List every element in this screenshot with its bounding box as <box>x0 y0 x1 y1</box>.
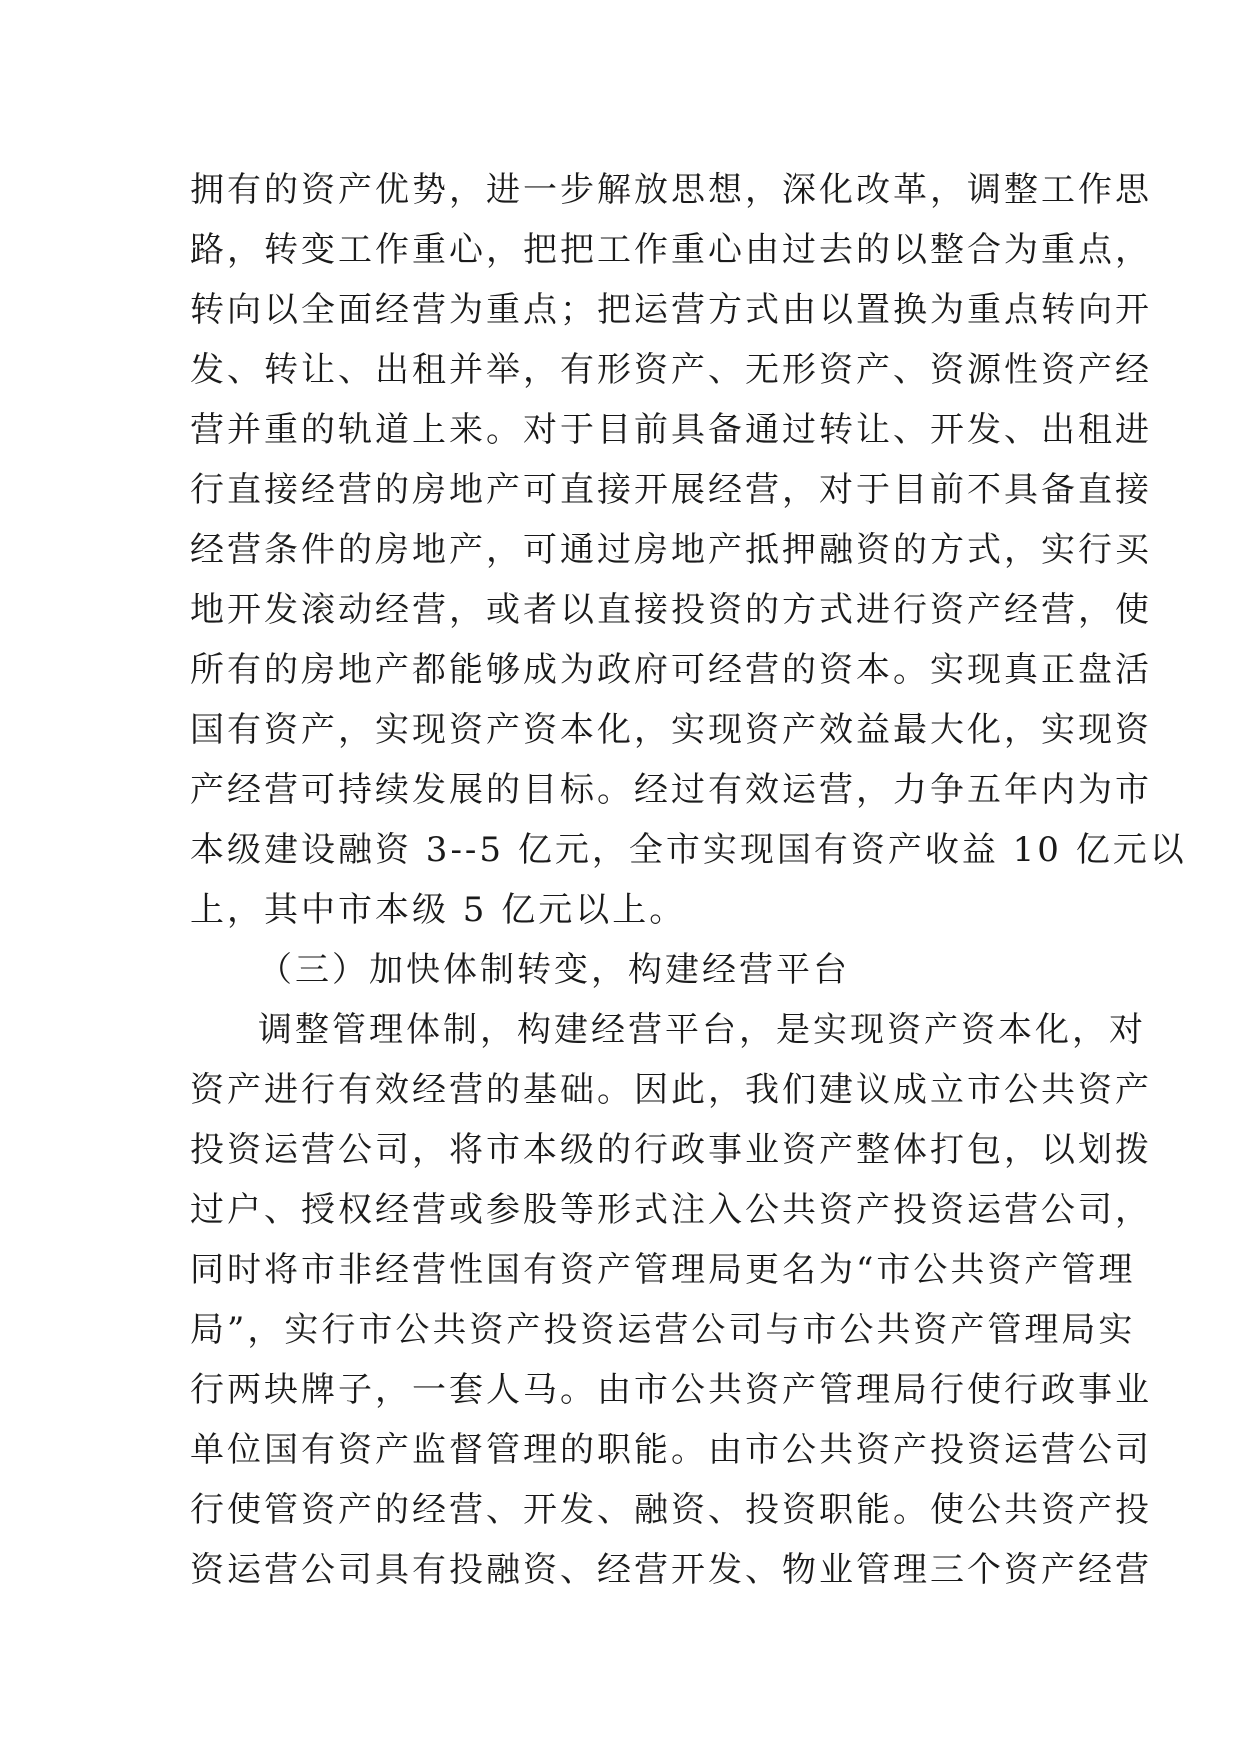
text-line: 局”，实行市公共资产投资运营公司与市公共资产管理局实 <box>190 1310 1136 1350</box>
text-line: 行使管资产的经营、开发、融资、投资职能。使公共资产投 <box>190 1490 1152 1530</box>
text-line: 过户、授权经营或参股等形式注入公共资产投资运营公司， <box>190 1190 1152 1230</box>
text-line: 发、转让、出租并举，有形资产、无形资产、资源性资产经 <box>190 350 1152 390</box>
text-line: 产经营可持续发展的目标。经过有效运营，力争五年内为市 <box>190 770 1152 810</box>
text-line: 行直接经营的房地产可直接开展经营，对于目前不具备直接 <box>190 470 1152 510</box>
text-line: 转向以全面经营为重点；把运营方式由以置换为重点转向开 <box>190 290 1152 330</box>
text-line: 单位国有资产监督管理的职能。由市公共资产投资运营公司 <box>190 1430 1152 1470</box>
text-line: 营并重的轨道上来。对于目前具备通过转让、开发、出租进 <box>190 410 1152 450</box>
text-line: 所有的房地产都能够成为政府可经营的资本。实现真正盘活 <box>190 650 1152 690</box>
document-body <box>190 160 1187 1600</box>
text-line: 资产进行有效经营的基础。因此，我们建议成立市公共资产 <box>190 1070 1152 1110</box>
text-line: 行两块牌子，一套人马。由市公共资产管理局行使行政事业 <box>190 1370 1152 1410</box>
text-line: 调整管理体制，构建经营平台，是实现资产资本化，对 <box>258 1010 1146 1050</box>
text-line: 路，转变工作重心，把把工作重心由过去的以整合为重点， <box>190 230 1152 270</box>
text-line: 投资运营公司，将市本级的行政事业资产整体打包，以划拨 <box>190 1130 1152 1170</box>
section-heading: （三）加快体制转变，构建经营平台 <box>258 950 850 990</box>
paragraph-management-system <box>190 1000 1152 1600</box>
text-line: 同时将市非经营性国有资产管理局更名为“市公共资产管理 <box>190 1250 1136 1290</box>
text-line: 本级建设融资 3--5 亿元，全市实现国有资产收益 10 亿元以 <box>190 830 1187 870</box>
text-line: 资运营公司具有投融资、经营开发、物业管理三个资产经营 <box>190 1550 1152 1590</box>
paragraph-asset-operation <box>190 160 1187 940</box>
text-line: 国有资产，实现资产资本化，实现资产效益最大化，实现资 <box>190 710 1152 750</box>
text-line: 拥有的资产优势，进一步解放思想，深化改革，调整工作思 <box>190 170 1152 210</box>
text-line: 上，其中市本级 5 亿元以上。 <box>190 890 687 930</box>
text-line: 经营条件的房地产，可通过房地产抵押融资的方式，实行买 <box>190 530 1152 570</box>
text-line: 地开发滚动经营，或者以直接投资的方式进行资产经营，使 <box>190 590 1152 630</box>
